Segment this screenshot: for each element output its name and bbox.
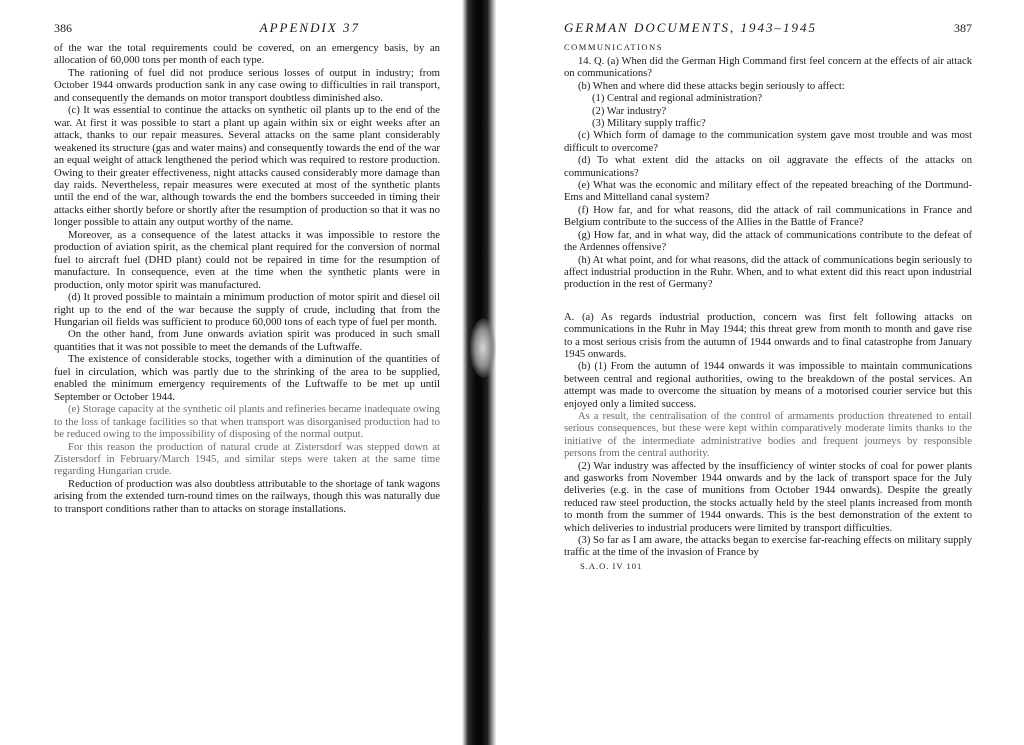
- right-folio: 387: [954, 21, 972, 35]
- signature-mark: S.A.O. IV 101: [580, 560, 643, 571]
- section-gap: [564, 292, 972, 312]
- question: (g) How far, and in what way, did the attack of communications contribute to the defeat of the Ardennes offensive?: [564, 229, 972, 254]
- question-b-item: (2) War industry?: [592, 105, 667, 117]
- answer-paragraph: As a result, the centralisation of the control of armaments production threatened to entail serious consequences, but these were kept within comparatively moderate limits thanks to the initiative of the intermediate administrative bodies and frequent journeys by responsible persons from the central authority.: [564, 410, 972, 460]
- left-paragraph: The rationing of fuel did not produce serious losses of output in industry; from October 1944 onwards production sank in any case owing to difficulties in rail transport, and consequently the demands on motor transport doubtless diminished also.: [54, 66, 440, 104]
- left-paragraph: (e) Storage capacity at the synthetic oil plants and refineries became inadequate owing to the loss of tankage facilities so that when transport was disorganised production had to be reduced owing to the impossibility of disposing of the normal output.: [54, 403, 440, 441]
- question: (c) Which form of damage to the communication system gave most trouble and was most difficult to overcome?: [564, 130, 972, 154]
- answer-paragraph: A. (a) As regards industrial production, concern was first felt following attacks on communications in the Ruhr in May 1944; this threat grew from month to month and gave rise to a most serious crisis from the autumn of 1944 onwards and to final catastrophe from January 1945 onwards.: [564, 311, 972, 360]
- left-paragraph: The existence of considerable stocks, together with a diminution of the quantities of fuel in circulation, which was partly due to the shrinking of the area to be supplied, enabled the minimum emergency requirements of the Luftwaffe to be met up until September or October 1944.: [54, 353, 440, 403]
- right-page: [492, 0, 1024, 745]
- question-b-item: (1) Central and regional administration?: [592, 93, 763, 105]
- right-running-head: [564, 20, 972, 36]
- left-paragraph: Moreover, as a consequence of the latest attacks it was impossible to restore the production of aviation spirit, as the chemical plant required for the conversion of normal fuel to aircraft fuel (DHD plant) could not be repaired in time for the resumption of manufacture. In consequence, even at the time when the synthetic plants were in production, only motor spirit was manufactured.: [54, 228, 440, 291]
- answer-paragraph: (b) (1) From the autumn of 1944 onwards it was impossible to maintain communications between central and regional authorities, owing to the breakdown of the postal services. An attempt was made to overcome the situation by means of a motorised courier service but this enjoyed only a limited success.: [564, 361, 972, 410]
- left-running-title: APPENDIX 37: [259, 20, 360, 35]
- right-running-title: GERMAN DOCUMENTS, 1943–1945: [564, 20, 817, 35]
- question-b: (b) When and where did these attacks begin seriously to affect:: [578, 80, 845, 92]
- answer-paragraph: (2) War industry was affected by the insufficiency of winter stocks of coal for power plants and gasworks from November 1944 onwards and by the lack of transport space for the July deliveries (e.g. in the case of munitions from October 1944 onwards). Despite the greatly reduced raw steel production, the stocks actually held by the steel plants increased from month to month from the summer of 1944 onwards. This is the best demonstration of the extent to which deliveries to industrial producers were limited by transport difficulties.: [564, 460, 972, 534]
- left-paragraph: On the other hand, from June onwards aviation spirit was produced in such small quantities that it was not possible to meet the demands of the Luftwaffe.: [54, 328, 440, 353]
- left-paragraph: For this reason the production of natural crude at Zistersdorf was stepped down at Zistersdorf in February/March 1945, and similar steps were taken at the same time regarding Hungarian crude.: [54, 440, 440, 478]
- left-paragraph: of the war the total requirements could be covered, on an emergency basis, by an allocation of 60,000 tons per month of each type.: [54, 42, 440, 67]
- question-b-item: (3) Military supply traffic?: [592, 118, 706, 130]
- left-paragraph: Reduction of production was also doubtless attributable to the shortage of tank wagons arising from the extended turn-round times on the railways, though this was naturally due to transport conditions rather than to attacks on storage installations.: [54, 477, 440, 515]
- left-paragraph: (c) It was essential to continue the attacks on synthetic oil plants up to the end of the war. At first it was possible to start a plant up again within six or eight weeks after an attack, thanks to our repair measures. Several attacks on the same plant considerably weakened its structure (gas and water mains) and consequently towards the end of the war an equal weight of attack lengthened the period which was required to restore production. Owing to their greater effectiveness, night attacks caused considerably more damage than day raids. Nevertheless, repair measures were executed at most of the synthetic plants until the end of the war, although towards the end the bombers succeeded in timing their attacks either shortly before or shortly after the resumption of production so that it was no longer possible to attain any output worthy of the name.: [54, 104, 440, 229]
- left-paragraph: (d) It proved possible to maintain a minimum production of motor spirit and diesel oil right up to the end of the war because the supply of crude, including that from the Hungarian oil fields was sufficient to produce 60,000 tons of each type of fuel per month.: [54, 291, 440, 328]
- left-folio: 386: [54, 21, 72, 35]
- answer-paragraph: (3) So far as I am aware, the attacks began to exercise far-reaching effects on military supply traffic at the time of the invasion of France by: [564, 535, 972, 559]
- question-intro: 14. Q. (a) When did the German High Command first feel concern at the effects of air attack on communications?: [564, 56, 972, 80]
- question: (d) To what extent did the attacks on oil aggravate the effects of the attacks on communications?: [564, 155, 972, 179]
- question: (e) What was the economic and military effect of the repeated breaching of the Dortmund-Ems and Mittelland canal system?: [564, 180, 972, 204]
- left-page: [0, 0, 468, 745]
- question: (h) At what point, and for what reasons, did the attack of communications begin seriously to affect industrial production in the Ruhr. When, and to what extent did this react upon industrial production in the rest of Germany?: [564, 254, 972, 291]
- question: (f) How far, and for what reasons, did the attack of rail communications in France and Belgium contribute to the success of the Allies in the Battle of France?: [564, 204, 972, 229]
- section-label: COMMUNICATIONS: [564, 42, 663, 52]
- left-running-head: [54, 20, 440, 36]
